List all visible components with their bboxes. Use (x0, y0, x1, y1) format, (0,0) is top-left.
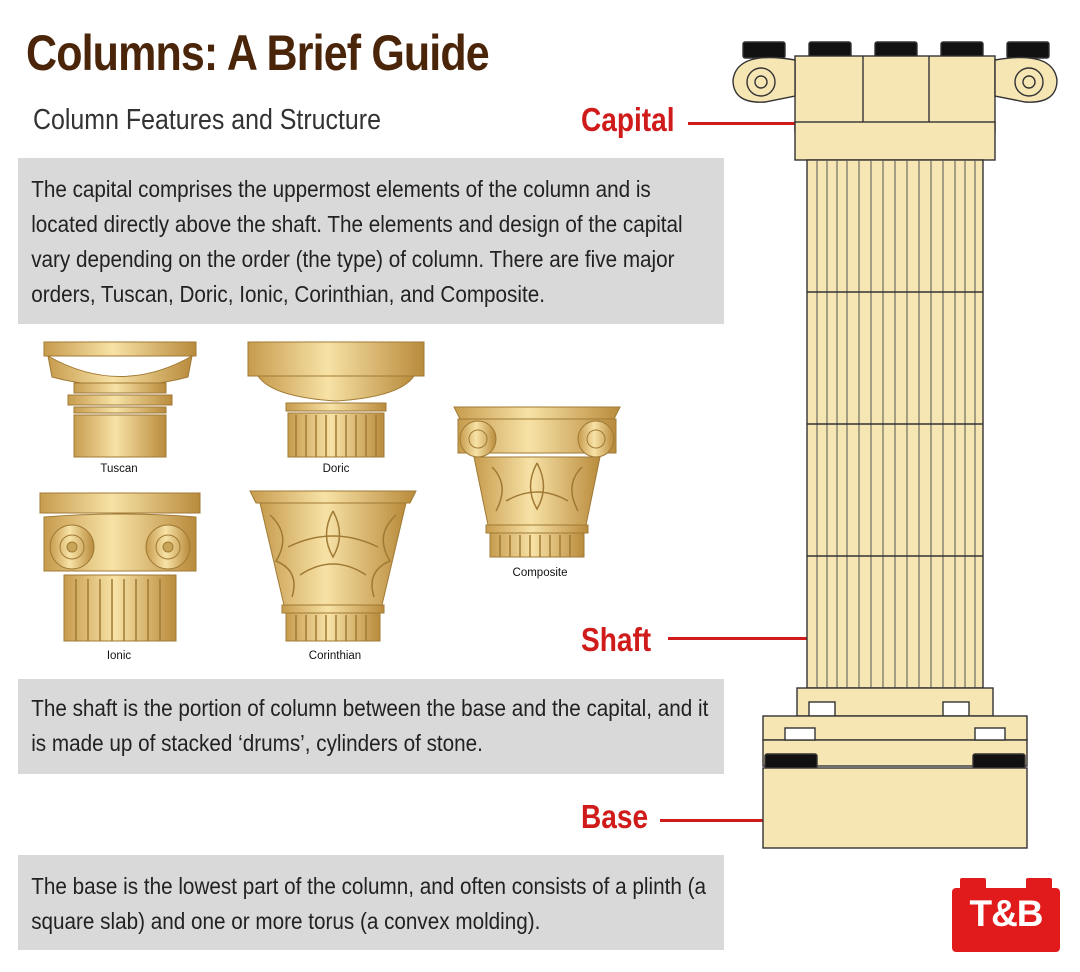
capital-description-panel (18, 158, 724, 324)
order-label-corinthian: Corinthian (308, 650, 362, 662)
label-base: Base (581, 798, 649, 835)
base-description: The base is the lowest part of the column, and often consists of a plinth (a square slab) and one or more torus (a convex molding). (31, 873, 706, 934)
doric-capital (248, 342, 424, 457)
order-label-doric: Doric (322, 463, 350, 475)
label-capital: Capital (581, 101, 675, 138)
base-description-panel (18, 855, 724, 950)
label-shaft: Shaft (581, 621, 652, 658)
order-label-composite: Composite (512, 567, 568, 579)
capital-description: The capital comprises the uppermost elements of the column and is located directly above the shaft. The elements and design of the capital vary depending on the order (the type) of column. There are five major orders, Tuscan, Doric, Ionic, Corinthian, and Composite. (31, 176, 683, 307)
tb-logo-text: T&B (969, 893, 1043, 934)
composite-capital (454, 407, 620, 557)
ionic-capital (40, 493, 200, 641)
shaft-description: The shaft is the portion of column between the base and the capital, and it is made up of stacked ‘drums’, cylinders of stone. (31, 695, 709, 756)
page-subtitle: Column Features and Structure (33, 104, 381, 136)
order-label-ionic: Ionic (106, 650, 132, 662)
tuscan-capital (44, 342, 196, 457)
order-label-tuscan: Tuscan (100, 463, 138, 475)
corinthian-capital (250, 491, 416, 641)
capital-illustrations (30, 335, 650, 670)
column-diagram (725, 38, 1065, 853)
page-title: Columns: A Brief Guide (26, 25, 489, 81)
shaft-description-panel (18, 679, 724, 774)
